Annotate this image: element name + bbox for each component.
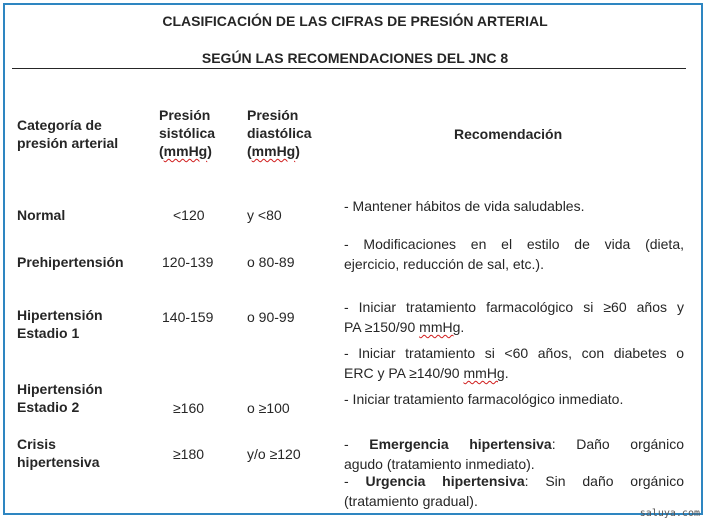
row-stage2-systolic: ≥160 [173,400,205,416]
row-crisis-recommendation-urgency: - Urgencia hipertensiva: Sin daño orgánico (tratamiento gradual). [344,473,685,509]
row-stage2-category: Hipertensión Estadio 2 [17,381,103,415]
row-normal-recommendation: - Mantener hábitos de vida saludables. [344,198,585,214]
row-prehypertension-recommendation: - Modificaciones en el estilo de vida (dieta, ejercicio, reducción de sal, etc.). [344,236,684,272]
header-systolic-unit: mmHg [163,143,208,159]
row-normal-systolic: <120 [173,207,205,223]
row-crisis-category: Crisis hipertensiva [17,436,100,470]
row-stage1-recommendation-b: - Iniciar tratamiento si <60 años, con diabetes o ERC y PA ≥140/90 mmHg. [344,345,684,381]
row-normal-diastolic: y <80 [247,207,282,223]
row-stage1-recommendation-a: - Iniciar tratamiento farmacológico si ≥60 años y PA ≥150/90 mmHg. [344,299,684,335]
row-crisis-recommendation-emergency: - Emergencia hipertensiva: Daño orgánico agudo (tratamiento inmediato). [344,436,684,472]
row-stage2-diastolic: o ≥100 [247,400,290,416]
header-diastolic-unit: mmHg [251,143,296,159]
header-systolic: Presión sistólica (mmHg) [159,107,216,159]
emergency-label: Emergencia hipertensiva [369,436,552,452]
table-title-line2: SEGÚN LAS RECOMENDACIONES DEL JNC 8 [201,50,509,66]
title-divider [12,68,686,69]
row-stage1-category: Hipertensión Estadio 1 [17,307,103,341]
row-stage1-systolic: 140-159 [162,309,214,325]
row-normal-category: Normal [17,207,66,223]
row-crisis-diastolic: y/o ≥120 [247,446,301,462]
header-category: Categoría de presión arterial [17,117,119,151]
header-diastolic: Presión diastólica (mmHg) [247,107,312,159]
row-stage2-recommendation: - Iniciar tratamiento farmacológico inmediato. [344,391,624,407]
urgency-label: Urgencia hipertensiva [365,473,525,489]
watermark: saluya.com [639,508,700,519]
row-prehypertension-systolic: 120-139 [162,254,214,270]
header-recommendation: Recomendación [454,126,563,142]
row-stage1-diastolic: o 90-99 [247,309,295,325]
row-prehypertension-category: Prehipertensión [17,254,124,270]
row-prehypertension-diastolic: o 80-89 [247,254,295,270]
row-crisis-systolic: ≥180 [173,446,205,462]
table-title-line1: CLASIFICACIÓN DE LAS CIFRAS DE PRESIÓN ARTERIAL [162,13,548,29]
